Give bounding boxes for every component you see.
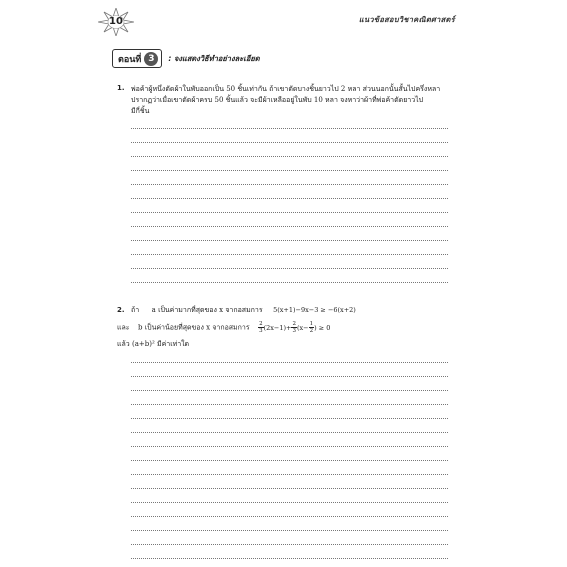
fraction: $\frac{1}{2}$ <box>309 321 314 334</box>
page-number: 10 <box>109 16 123 27</box>
answer-line <box>131 170 448 171</box>
question-2-line-3: แล้ว (a+b)² มีค่าเท่าใด <box>117 340 190 348</box>
answer-line <box>131 128 448 129</box>
q2-var-a: a <box>151 306 156 314</box>
answer-line <box>131 446 448 447</box>
answer-line <box>131 558 448 559</box>
answer-line <box>131 432 448 433</box>
section-label: ตอนที่ <box>118 54 142 65</box>
answer-line <box>131 404 448 405</box>
q2-inequality-2: $\frac{2}{3}$ (2x−1)+ $\frac{2}{3}$ (x− $\frac{1}{2}$ ) ≥ 0 <box>259 321 331 334</box>
answer-line <box>131 516 448 517</box>
answer-line <box>131 502 448 503</box>
fraction: $\frac{2}{3}$ <box>259 321 263 334</box>
q2-condition-text-2: เป็นค่าน้อยที่สุดของ x จากอสมการ <box>144 323 250 332</box>
answer-line <box>131 460 448 461</box>
answer-line <box>131 240 448 241</box>
question-1-line: พ่อค้าผู้หนึ่งตัดผ้าในพับออกเป็น 50 ชิ้นเท่ากัน ถ้าเขาตัดบางชิ้นยาวไป 2 หลา ส่วนนอกนั้นสั้นไปครึ่งหลา <box>131 85 441 93</box>
q2-var-b: b <box>138 323 143 332</box>
section-number: 3 <box>144 52 158 66</box>
running-title: แนวข้อสอบวิชาคณิตศาสตร์ <box>358 15 455 24</box>
section-instruction: : จงแสดงวิธีทำอย่างละเอียด <box>168 53 260 63</box>
question-2-number: 2. <box>117 306 125 314</box>
answer-line <box>131 376 448 377</box>
answer-line <box>131 212 448 213</box>
question-1-text <box>131 84 461 117</box>
answer-line <box>131 530 448 531</box>
page-number-badge <box>98 8 134 36</box>
answer-line <box>131 488 448 489</box>
q2-and: และ <box>117 323 130 332</box>
question-1-line: มีกี่ชิ้น <box>131 107 150 115</box>
answer-line <box>131 390 448 391</box>
answer-line <box>131 418 448 419</box>
answer-line <box>131 198 448 199</box>
question-2-line-1 <box>131 305 461 316</box>
question-2-line-2 <box>117 321 457 334</box>
answer-line <box>131 142 448 143</box>
section-heading <box>112 49 260 68</box>
answer-line <box>131 362 448 363</box>
answer-line <box>131 282 448 283</box>
q2-condition-text: เป็นค่ามากที่สุดของ x จากอสมการ <box>158 306 263 314</box>
answer-line <box>131 226 448 227</box>
answer-line <box>131 184 448 185</box>
section-label-box <box>112 49 162 68</box>
q2-prefix: ถ้า <box>131 306 140 314</box>
question-1-number: 1. <box>117 84 125 92</box>
q2-inequality-1: 5(x+1)−9x−3 ≥ −6(x+2) <box>273 306 356 314</box>
answer-line <box>131 156 448 157</box>
question-1-line: ปรากฏว่าเมื่อเขาตัดผ้าครบ 50 ชิ้นแล้ว จะมีผ้าเหลืออยู่ในพับ 10 หลา จงหาว่าผ้าที่พ่อค้าตัดยาวไป <box>131 96 424 104</box>
answer-line <box>131 268 448 269</box>
answer-line <box>131 254 448 255</box>
answer-line <box>131 544 448 545</box>
fraction: $\frac{2}{3}$ <box>292 321 296 334</box>
answer-line <box>131 474 448 475</box>
